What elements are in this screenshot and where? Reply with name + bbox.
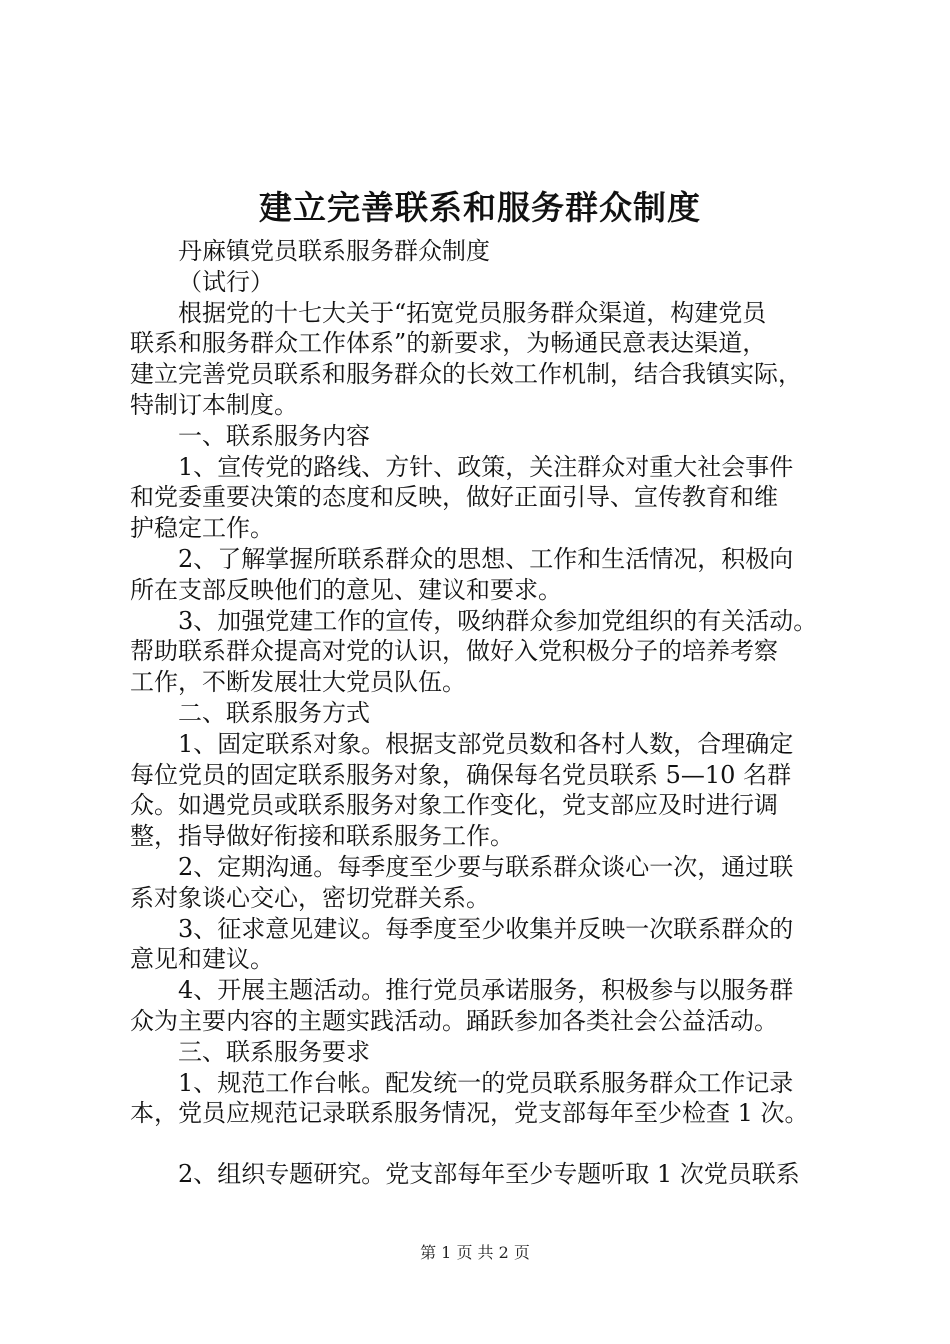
body-line: 护稳定工作。 <box>130 514 274 543</box>
body-line: 帮助联系群众提高对党的认识，做好入党积极分子的培养考察 <box>130 637 778 666</box>
body-line: 1、宣传党的路线、方针、政策，关注群众对重大社会事件 <box>178 452 794 481</box>
body-line: 2、了解掌握所联系群众的思想、工作和生活情况，积极向 <box>178 544 794 573</box>
page-footer: 第 1 页 共 2 页 <box>420 1243 530 1262</box>
trial-note: （试行） <box>178 267 274 296</box>
body-line: 特制订本制度。 <box>130 390 298 419</box>
body-line: 2、组织专题研究。党支部每年至少专题听取 1 次党员联系 <box>178 1160 800 1189</box>
section-heading: 一、联系服务内容 <box>178 421 370 450</box>
body-line: 建立完善党员联系和服务群众的长效工作机制，结合我镇实际， <box>130 360 802 389</box>
body-line: 3、征求意见建议。每季度至少收集并反映一次联系群众的 <box>178 914 794 943</box>
body-line: 2、定期沟通。每季度至少要与联系群众谈心一次，通过联 <box>178 852 794 881</box>
body-line: 所在支部反映他们的意见、建议和要求。 <box>130 575 562 604</box>
body-line: 1、固定联系对象。根据支部党员数和各村人数，合理确定 <box>178 729 794 758</box>
document-page <box>130 180 830 1190</box>
body-line: 本，党员应规范记录联系服务情况，党支部每年至少检查 1 次。 <box>130 1099 809 1128</box>
body-line: 众为主要内容的主题实践活动。踊跃参加各类社会公益活动。 <box>130 1006 778 1035</box>
section-heading: 三、联系服务要求 <box>178 1037 370 1066</box>
body-line: 整，指导做好衔接和联系服务工作。 <box>130 822 514 851</box>
body-line: 众。如遇党员或联系服务对象工作变化，党支部应及时进行调 <box>130 791 778 820</box>
body-line: 1、规范工作台帐。配发统一的党员联系服务群众工作记录 <box>178 1068 794 1097</box>
body-line: 和党委重要决策的态度和反映，做好正面引导、宣传教育和维 <box>130 483 778 512</box>
document-title: 建立完善联系和服务群众制度 <box>259 188 701 227</box>
paragraph-gap <box>130 1129 830 1159</box>
body-line: 意见和建议。 <box>130 945 274 974</box>
subtitle-line: 丹麻镇党员联系服务群众制度 <box>178 237 490 265</box>
body-line: 联系和服务群众工作体系”的新要求，为畅通民意表达渠道， <box>130 329 767 358</box>
body-line: 每位党员的固定联系服务对象，确保每名党员联系 5—10 名群 <box>130 760 792 789</box>
body-line: 根据党的十七大关于“拓宽党员服务群众渠道，构建党员 <box>178 298 767 327</box>
body-line: 系对象谈心交心，密切党群关系。 <box>130 883 490 912</box>
body-line: 3、加强党建工作的宣传，吸纳群众参加党组织的有关活动。 <box>178 606 818 635</box>
body-line: 4、开展主题活动。推行党员承诺服务，积极参与以服务群 <box>178 976 794 1005</box>
section-heading: 二、联系服务方式 <box>178 698 370 727</box>
body-line: 工作，不断发展壮大党员队伍。 <box>130 668 466 697</box>
